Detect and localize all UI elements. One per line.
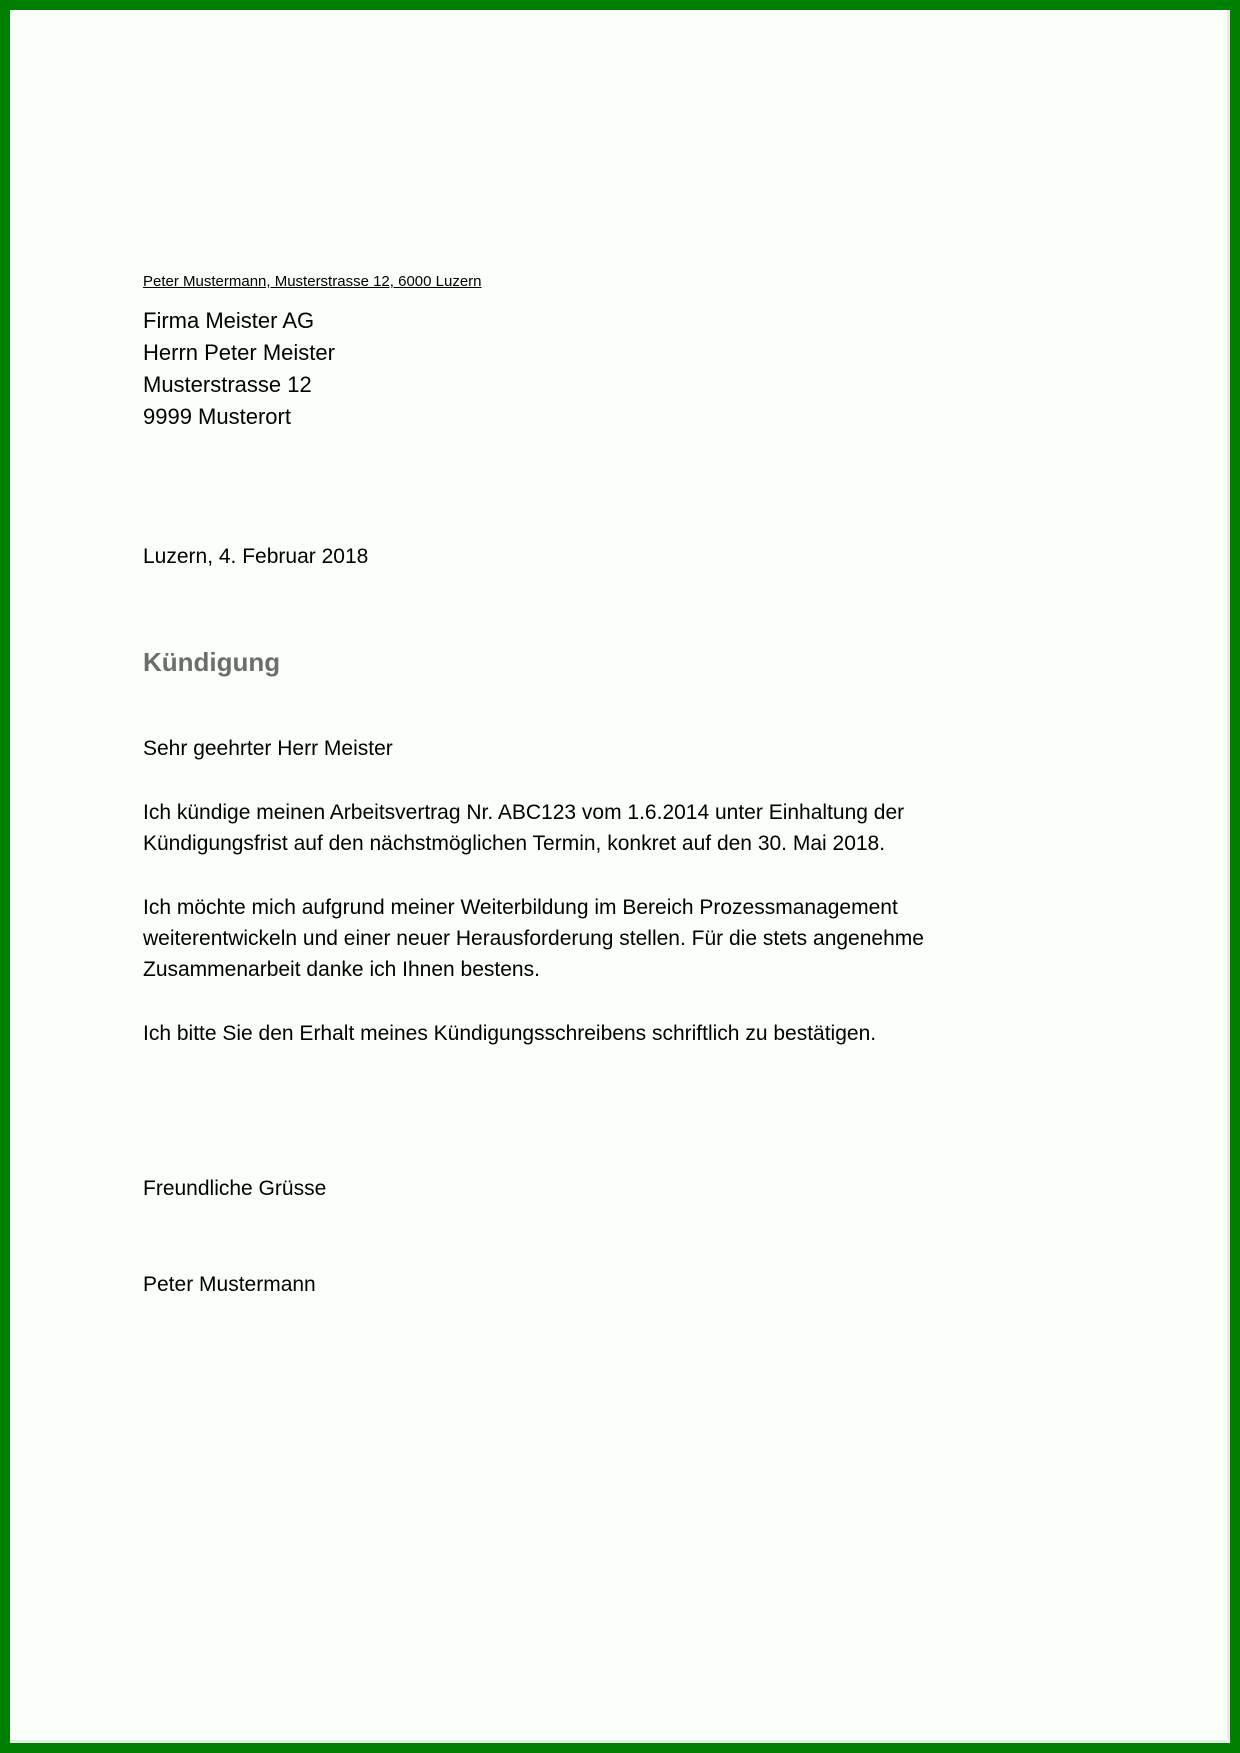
letter-subject: Kündigung (143, 647, 281, 677)
recipient-company: Firma Meister AG (143, 308, 315, 333)
recipient-city: 9999 Musterort (143, 404, 291, 429)
body-paragraph-termination: Ich kündige meinen Arbeitsvertrag Nr. ABC123 vom 1.6.2014 unter Einhaltung der Kündigungsfrist auf den nächstmöglichen Termin, konkret auf den 30. Mai 2018. (143, 801, 905, 855)
body-paragraph-confirmation: Ich bitte Sie den Erhalt meines Kündigungsschreibens schriftlich zu bestätigen. (143, 1022, 877, 1045)
letter-salutation: Sehr geehrter Herr Meister (143, 737, 393, 760)
letter-signature-name: Peter Mustermann (143, 1273, 316, 1296)
recipient-address-block (143, 305, 335, 433)
letter-page (10, 10, 1230, 1743)
letter-date: Luzern, 4. Februar 2018 (143, 545, 369, 568)
sender-address-line: Peter Mustermann, Musterstrasse 12, 6000 Luzern (143, 273, 482, 290)
recipient-person: Herrn Peter Meister (143, 340, 335, 365)
body-paragraph-reason: Ich möchte mich aufgrund meiner Weiterbildung im Bereich Prozessmanagement weiterentwickeln und einer neuer Herausforderung stellen. Für die stets angenehme Zusammenarbeit danke ich Ihnen bestens. (143, 896, 924, 981)
letter-closing: Freundliche Grüsse (143, 1177, 327, 1200)
recipient-street: Musterstrasse 12 (143, 372, 312, 397)
